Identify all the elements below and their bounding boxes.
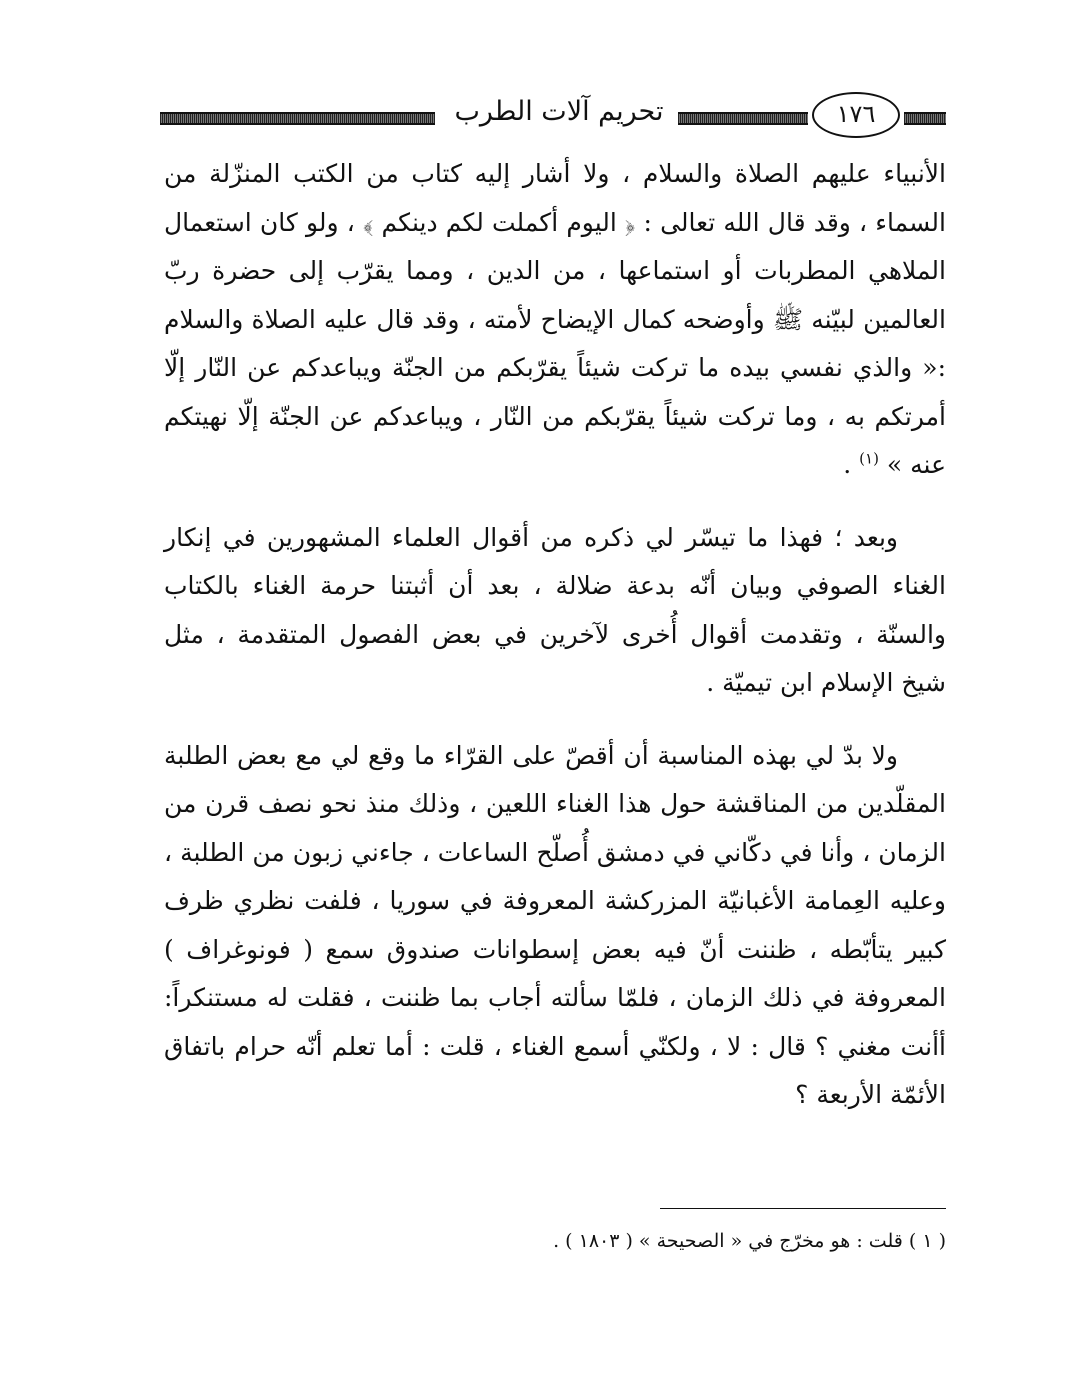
footnote: ( ١ ) قلت : هو مخرّج في « الصحيحة » ( ١٨٠٣ ) . [553,1230,946,1252]
header-ornament-middle [678,112,808,125]
page-number: ١٧٦ [812,92,900,138]
page-header [160,80,946,140]
page-body [164,150,946,1120]
paragraph-1-text: الأنبياء عليهم الصلاة والسلام ، ولا أشار إليه كتاب من الكتب المنزّلة من السماء ، وقد قال الله تعالى : ﴿ اليوم أكملت لكم دينكم ﴾ ، ولو كان استعمال الملاهي المطربات أو استماعها ، من الدين ، ومما يقرّب إلى حضرة ربّ العالمين لبيّنه ﷺ وأوضحه كمال الإيضاح لأمته ، وقد قال عليه الصلاة والسلام :« والذي نفسي بيده ما تركت شيئاً يقرّبكم من الجنّة ويباعدكم عن النّار إلّا أمرتكم به ، وما تركت شيئاً يقرّبكم من النّار ، ويباعدكم عن الجنّة إلّا نهيتكم عنه » [164,159,946,479]
paragraph-3: ولا بدّ لي بهذه المناسبة أن أقصّ على القرّاء ما وقع لي مع بعض الطلبة المقلّدين من المناقشة حول هذا الغناء اللعين ، وذلك منذ نحو نصف قرن من الزمان ، وأنا في دكّاني في دمشق أُصلّح الساعات ، جاءني زبون من الطلبة ، وعليه العِمامة الأغبانيّة المزركشة المعروفة في سوريا ، فلفت نظري ظرف كبير يتأبّطه ، ظننت أنّ فيه بعض إسطوانات صندوق سمع ( فونوغراف ) المعروفة في ذلك الزمان ، فلمّا سألته أجاب بما ظننت ، فقلت له مستنكراً: أأنت مغني ؟ قال : لا ، ولكنّي أسمع الغناء ، قلت : أما تعلم أنّه حرام باتفاق الأئمّة الأربعة ؟ [164,740,946,1109]
footnote-separator [660,1208,946,1209]
paragraph-1 [164,150,946,490]
footnote-reference: (١) [859,449,879,468]
header-ornament-left [160,112,435,125]
paragraph-2: وبعد ؛ فهذا ما تيسّر لي ذكره من أقوال العلماء المشهورين في إنكار الغناء الصوفي وبيان أنّه بدعة ضلالة ، بعد أن أثبتنا حرمة الغناء بالكتاب والسنّة ، وتقدمت أقوال أُخرى لآخرين في بعض الفصول المتقدمة ، مثل شيخ الإسلام ابن تيميّة . [164,522,946,697]
running-title: تحريم آلات الطرب [454,96,664,127]
header-ornament-right [904,112,946,125]
paragraph-1-end: . [843,450,860,479]
